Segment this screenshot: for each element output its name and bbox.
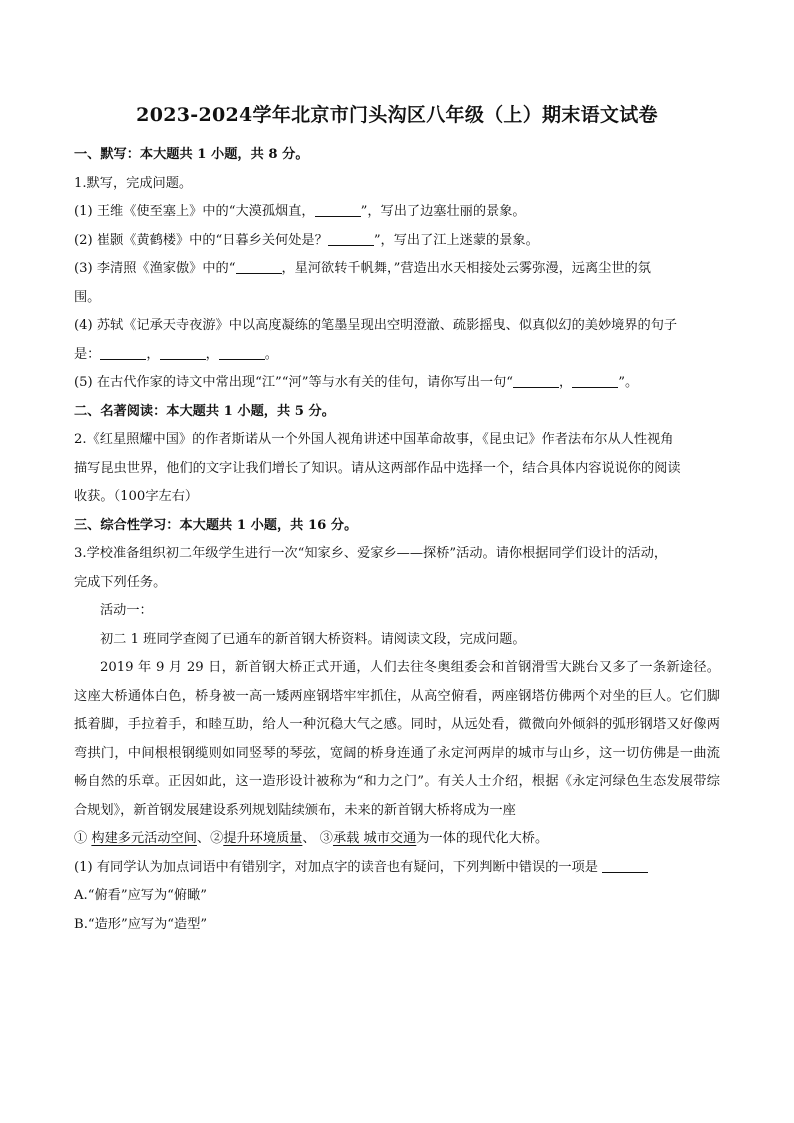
section-1-header: 一、默写：本大题共 1 小题，共 8 分。 [74,147,309,162]
underlined-phrase-3: 承载 城市交通 [332,831,417,846]
answer-blank[interactable] [236,259,282,274]
q2-line-2: 描写昆虫世界，他们的文字让我们增长了知识。请从这两部作品中选择一个，结合具体内容说说你的阅读 [74,460,681,476]
q1-item-4: (4) 苏轼《记承天寺夜游》中以高度凝练的笔墨呈现出空明澄澈、疏影摇曳、似真似幻的美妙境界的句子 [74,318,678,333]
answer-blank[interactable] [160,345,206,360]
q1-item-3-cont: 围。 [74,289,101,305]
q3-line-2: 完成下列任务。 [74,574,167,590]
answer-blank[interactable] [572,373,618,388]
q1-item-1: (1) 王维《使至塞上》中的“大漠孤烟直， ”，写出了边塞壮丽的景象。 [74,204,526,219]
q1-item-3: (3) 李清照《渔家傲》中的“ ，星河欲转千帆舞，”营造出水天相接处云雾弥漫，远离尘世的氛 [74,261,651,276]
answer-blank[interactable] [328,231,374,246]
answer-blank[interactable] [602,858,648,873]
section-2-header: 二、名著阅读：本大题共 1 小题，共 5 分。 [74,403,335,419]
bridge-passage: 2019 年 9 月 29 日，新首钢大桥正式开通，人们去往冬奥组委会和首钢滑雪大跳台又多了一条新途径。这座大桥通体白色，桥身被一高一矮两座钢塔牢牢抓住，从高空俯看，两座钢塔仿佛两个对坐的巨人。它们脚抵着脚，手拉着手，和睦互助，给人一种沉稳大气之感。同时，从远处看，微微向外倾斜的弧形钢塔又好像两弯拱门，中间根根钢缆则如同竖琴的琴弦，宽阔的桥身连通了永定河两岸的城市与山乡，这一切仿佛是一曲流畅自然的乐章。正因如此，这一造形设计被称为“和力之门”。有关人士介绍，根据《永定河绿色生态发展带综合规划》，新首钢发展建设系列规划陆续颁布，未来的新首钢大桥将成为一座 [74,660,720,818]
answer-blank[interactable] [513,373,559,388]
q2-line-3: 收获。（100字左右） [74,489,199,504]
q1-stem: 1.默写，完成问题。 [74,175,193,191]
activity-intro: 初二 1 班同学查阅了已通车的新首钢大桥资料。请阅读文段，完成问题。 [100,631,526,647]
option-a[interactable]: A.“俯看”应写为“俯瞰” [74,888,207,903]
q1-item-4-cont: 是： ， ， 。 [74,346,278,362]
exam-page [74,100,720,939]
q1-item-5: (5) 在古代作家的诗文中常出现“江”“河”等与水有关的佳句，请你写出一句“ ， ”。 [74,375,639,390]
q3-line-1: 3.学校准备组织初二年级学生进行一次“知家乡、爱家乡——探桥”活动。请你根据同学们设计的活动， [74,546,668,561]
answer-blank[interactable] [219,345,265,360]
q1-item-2: (2) 崔颢《黄鹤楼》中的“日暮乡关何处是？ ”，写出了江上迷蒙的景象。 [74,232,539,248]
q2-line-1: 2.《红星照耀中国》的作者斯诺从一个外国人视角讲述中国革命故事，《昆虫记》作者法布尔从人性视角 [74,432,674,447]
page-title: 2023-2024学年北京市门头沟区八年级（上）期末语文试卷 [136,104,658,126]
q3-sub-question-1: (1) 有同学认为加点词语中有错别字，对加点字的读音也有疑问，下列判断中错误的一项是 [74,854,720,883]
answer-blank[interactable] [100,345,146,360]
underlined-phrase-2: 提升环境质量 [223,831,303,846]
underlined-phrase-1: 构建多元活动空间 [91,831,197,846]
section-3-header: 三、综合性学习：本大题共 1 小题，共 16 分。 [74,517,358,533]
option-b[interactable]: B.“造形”应写为“造型” [74,916,208,932]
answer-blank[interactable] [315,202,361,217]
bridge-passage-last-line: ① 构建多元活动空间、②提升环境质量、 ③承载 城市交通为一体的现代化大桥。 [74,831,549,846]
activity-label: 活动一： [100,603,153,618]
